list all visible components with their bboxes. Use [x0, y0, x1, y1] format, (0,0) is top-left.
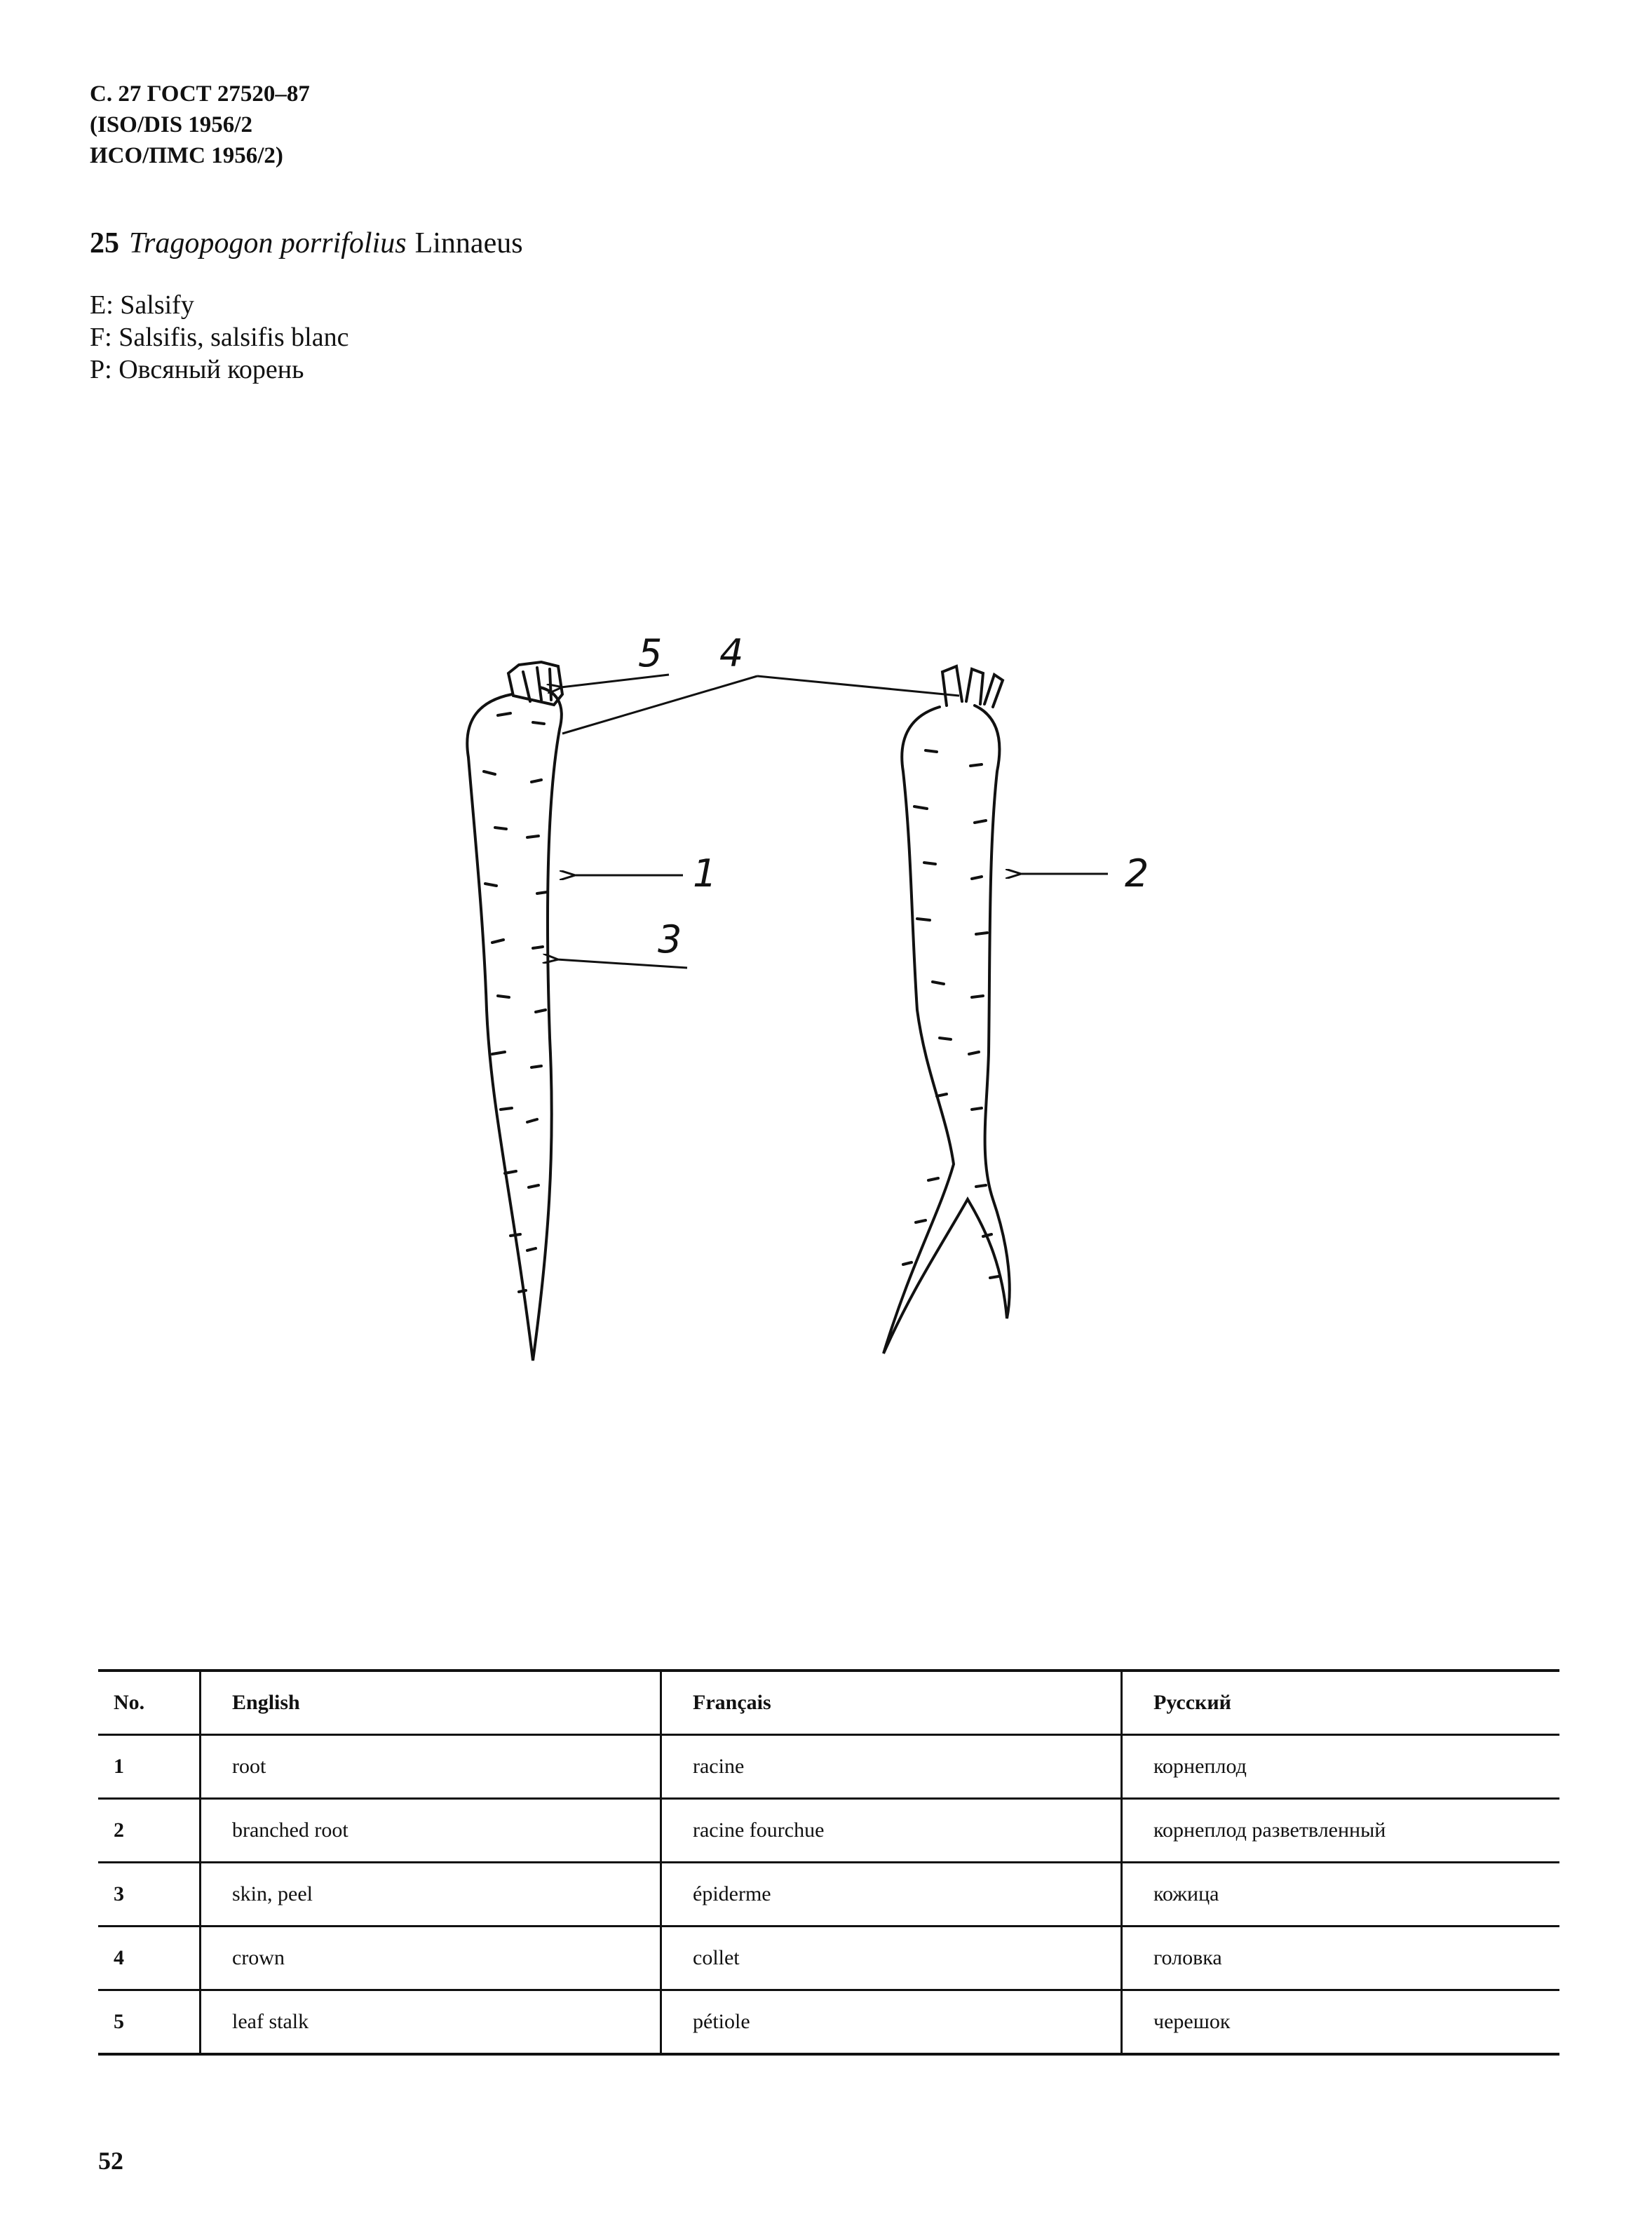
- row-number: 1: [98, 1735, 201, 1799]
- french-term: pétiole: [661, 1990, 1122, 2055]
- french-term: racine: [661, 1735, 1122, 1799]
- english-term: leaf stalk: [201, 1990, 661, 2055]
- english-term: root: [201, 1735, 661, 1799]
- row-number: 3: [98, 1863, 201, 1927]
- terms-table: [98, 1669, 1559, 2056]
- english-term: crown: [201, 1927, 661, 1990]
- callout-3: 3: [658, 917, 682, 962]
- english-term: branched root: [201, 1799, 661, 1863]
- russian-term: кожица: [1122, 1863, 1560, 1927]
- callout-5: 5: [638, 631, 663, 675]
- english-name: E: Salsify: [90, 290, 194, 320]
- callout-2: 2: [1125, 851, 1149, 896]
- page-number: 52: [98, 2147, 123, 2175]
- leader-line-4-right: [757, 676, 959, 696]
- row-number: 2: [98, 1799, 201, 1863]
- header-no: No.: [98, 1671, 201, 1735]
- table-row: [98, 1927, 1559, 1990]
- russian-name: P: Овсяный корень: [90, 355, 304, 384]
- table-row: [98, 1990, 1559, 2055]
- row-number: 4: [98, 1927, 201, 1990]
- header-russian: Русский: [1122, 1671, 1560, 1735]
- russian-term: головка: [1122, 1927, 1560, 1990]
- common-names: [90, 289, 348, 386]
- russian-term: черешок: [1122, 1990, 1560, 2055]
- russian-term: корнеплод: [1122, 1735, 1560, 1799]
- standard-reference: С. 27 ГОСТ 27520–87: [90, 81, 310, 107]
- french-name: F: Salsifis, salsifis blanc: [90, 323, 349, 352]
- table-row: [98, 1799, 1559, 1863]
- table-row: [98, 1863, 1559, 1927]
- english-term: skin, peel: [201, 1863, 661, 1927]
- species-authority: Linnaeus: [414, 227, 523, 259]
- header-english: English: [201, 1671, 661, 1735]
- french-term: racine fourchue: [661, 1799, 1122, 1863]
- species-number: 25: [90, 227, 119, 259]
- species-latin-name: Tragopogon porrifolius: [129, 227, 407, 259]
- french-term: collet: [661, 1927, 1122, 1990]
- salsify-drawing: [393, 617, 1234, 1403]
- document-header: [90, 79, 310, 171]
- leader-lines: [557, 675, 1108, 968]
- branched-root: [883, 666, 1010, 1354]
- species-heading: [90, 226, 523, 261]
- callout-4: 4: [719, 631, 744, 675]
- table-row: [98, 1735, 1559, 1799]
- iso-reference: (ISO/DIS 1956/2: [90, 112, 252, 137]
- leader-line-5: [561, 675, 669, 687]
- callout-1: 1: [693, 851, 717, 896]
- salsify-illustration: [393, 617, 1234, 1403]
- french-term: épiderme: [661, 1863, 1122, 1927]
- russian-term: корнеплод разветвленный: [1122, 1799, 1560, 1863]
- table-header-row: [98, 1671, 1559, 1735]
- header-french: Français: [661, 1671, 1122, 1735]
- row-number: 5: [98, 1990, 201, 2055]
- single-root: [467, 662, 562, 1361]
- iso-pms-reference: ИСО/ПМС 1956/2): [90, 143, 283, 168]
